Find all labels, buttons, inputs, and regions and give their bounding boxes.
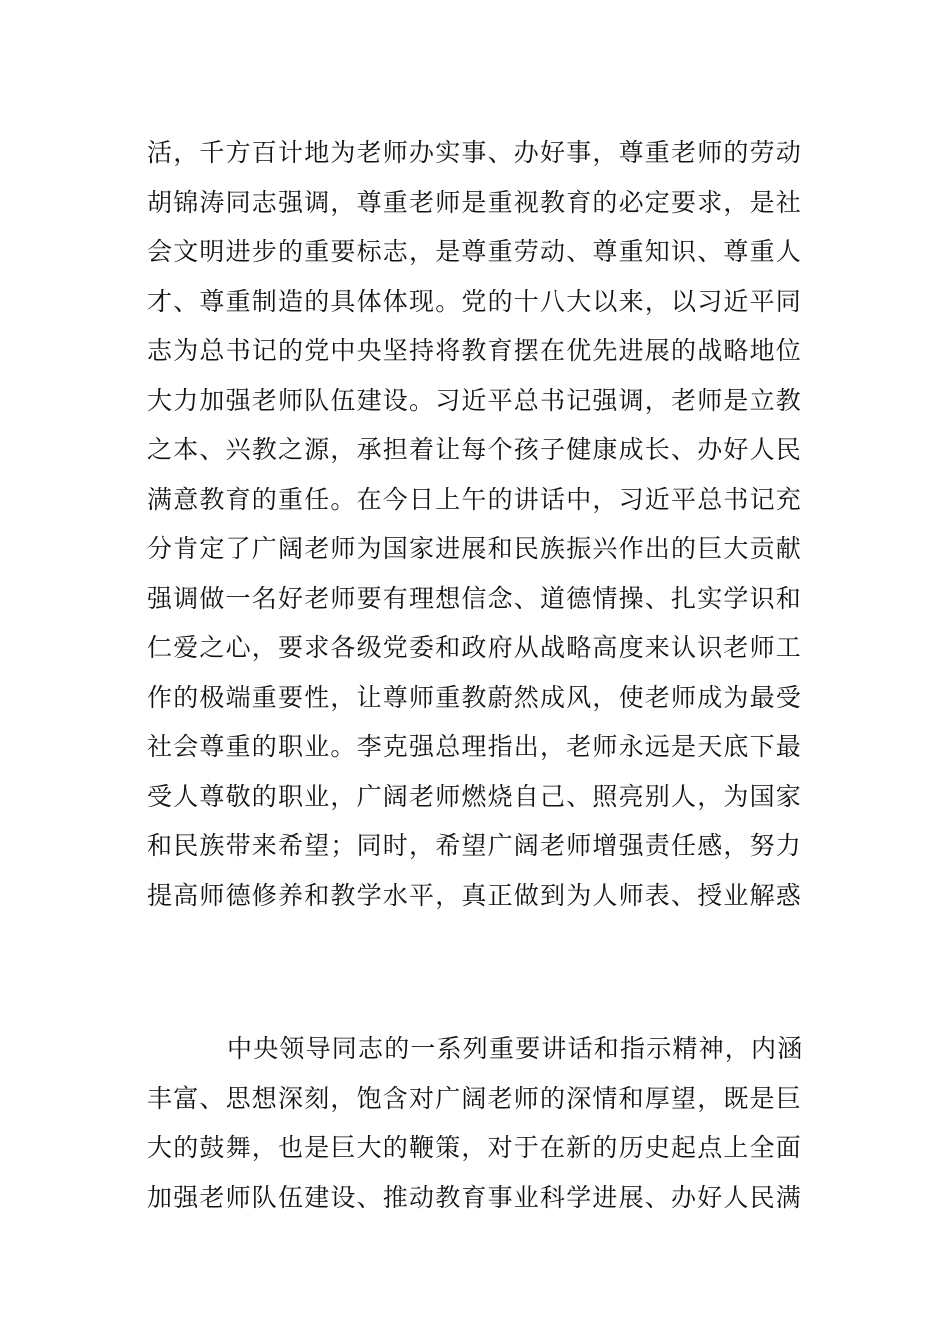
text-line: 加强老师队伍建设、推动教育事业科学进展、办好人民满 xyxy=(147,1182,803,1212)
text-line: 提高师德修养和教学水平，真正做到为人师表、授业解惑 xyxy=(147,880,803,910)
text-line: 仁爱之心，要求各级党委和政府从战略高度来认识老师工 xyxy=(147,633,803,662)
text-line: 大的鼓舞，也是巨大的鞭策，对于在新的历史起点上全面 xyxy=(147,1133,803,1162)
text-line: 志为总书记的党中央坚持将教育摆在优先进展的战略地位 xyxy=(147,336,803,365)
text-line: 受人尊敬的职业，广阔老师燃烧自己、照亮别人，为国家 xyxy=(147,781,803,811)
text-line: 胡锦涛同志强调，尊重老师是重视教育的必定要求，是社 xyxy=(147,187,803,217)
text-line: 作的极端重要性，让尊师重教蔚然成风，使老师成为最受 xyxy=(147,682,803,712)
text-line: 会文明进步的重要标志，是尊重劳动、尊重知识、尊重人 xyxy=(147,237,803,266)
text-line: 活，千方百计地为老师办实事、办好事，尊重老师的劳动 xyxy=(147,138,803,167)
text-line: 才、尊重制造的具体体现。党的十八大以来，以习近平同 xyxy=(147,286,803,316)
text-line: 强调做一名好老师要有理想信念、道德情操、扎实学识和 xyxy=(147,583,803,613)
text-line: 之本、兴教之源，承担着让每个孩子健康成长、办好人民 xyxy=(147,435,803,464)
text-line: 大力加强老师队伍建设。习近平总书记强调，老师是立教 xyxy=(147,385,803,415)
text-line: 丰富、思想深刻，饱含对广阔老师的深情和厚望，既是巨 xyxy=(147,1083,803,1113)
paragraph-2 xyxy=(147,1024,807,1222)
text-line: 满意教育的重任。在今日上午的讲话中，习近平总书记充 xyxy=(147,484,803,514)
text-line: 分肯定了广阔老师为国家进展和民族振兴作出的巨大贡献 xyxy=(147,534,803,563)
text-line: 社会尊重的职业。李克强总理指出，老师永远是天底下最 xyxy=(147,732,803,761)
text-line: 和民族带来希望；同时，希望广阔老师增强责任感，努力 xyxy=(147,831,803,860)
paragraph-1 xyxy=(147,128,807,920)
text-line: 中央领导同志的一系列重要讲话和指示精神，内涵 xyxy=(227,1034,804,1063)
